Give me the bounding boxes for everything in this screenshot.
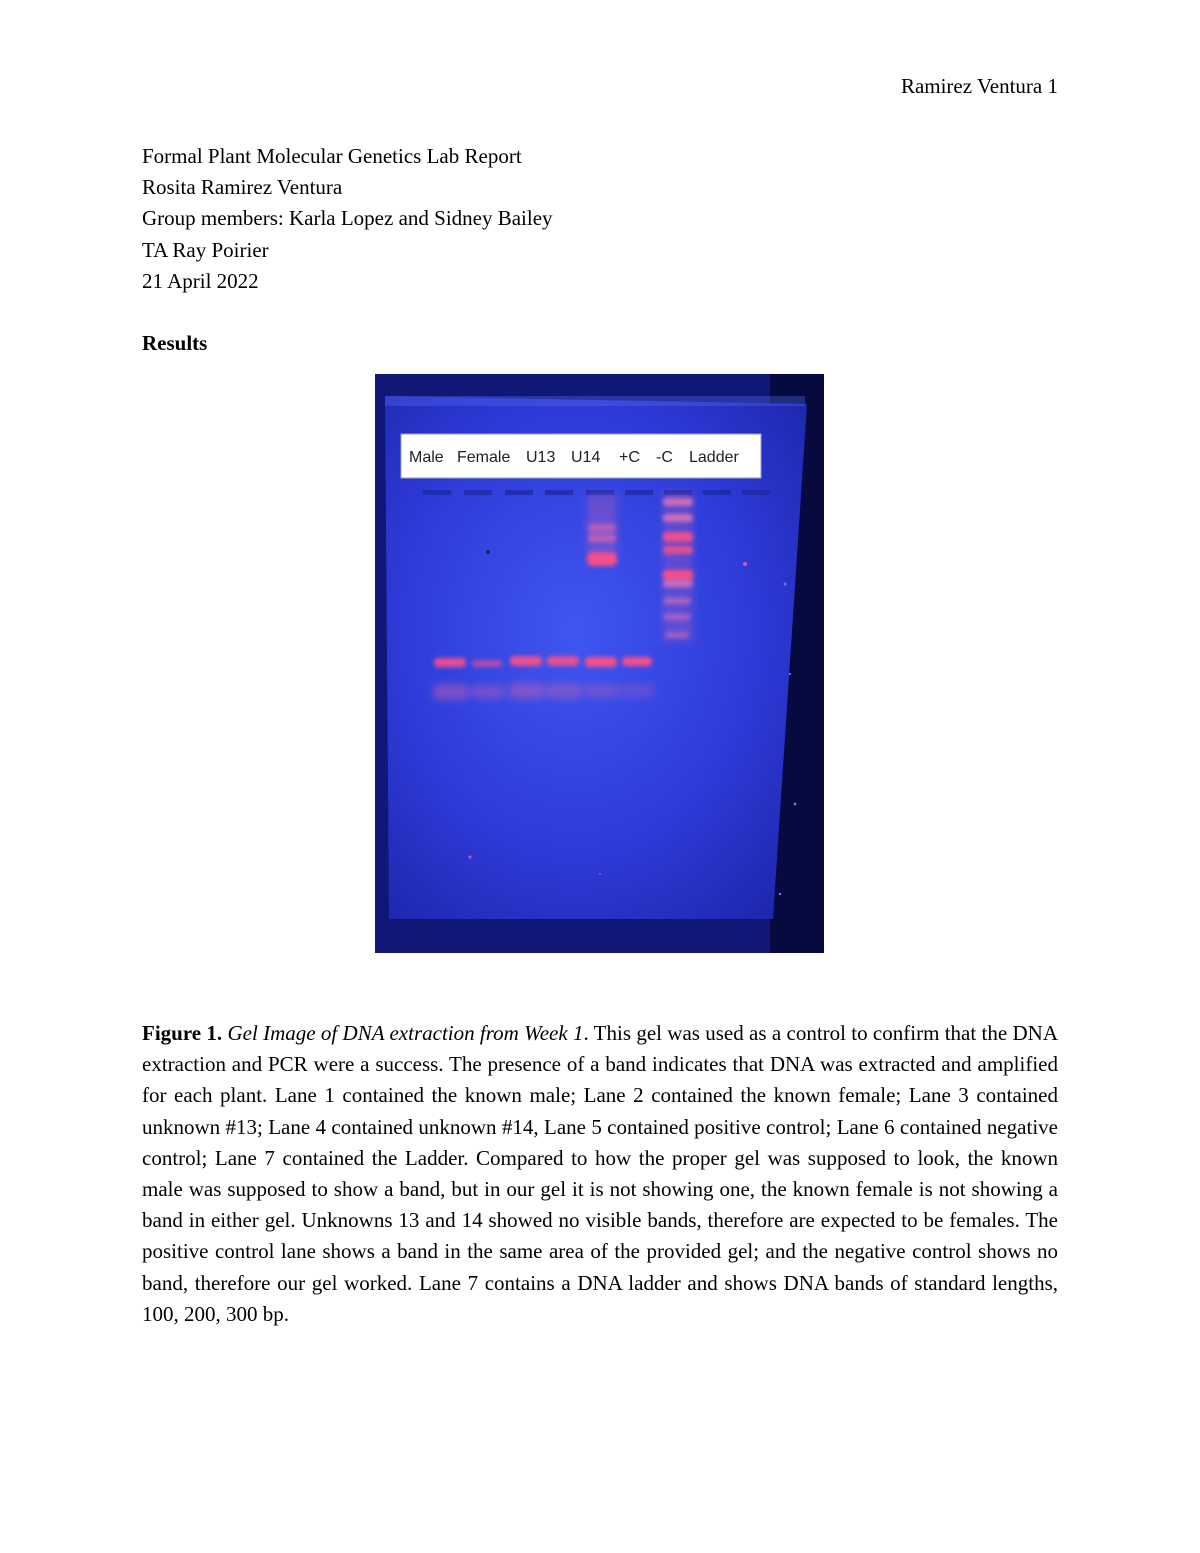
- report-date: 21 April 2022: [142, 268, 259, 293]
- running-head: Ramirez Ventura 1: [900, 74, 1058, 98]
- group-members: Group members: Karla Lopez and Sidney Bailey: [142, 206, 553, 231]
- author-name: Rosita Ramirez Ventura: [142, 175, 343, 200]
- figure-label: Figure 1.: [142, 1021, 223, 1045]
- results-heading: Results: [142, 331, 208, 355]
- figure-title: Gel Image of DNA extraction from Week 1: [227, 1021, 584, 1045]
- lane-label-ladder: Ladder: [689, 449, 739, 466]
- figure-caption-text: . This gel was used as a control to confirm that the DNA extraction and PCR were a success. The presence of a band indicates that DNA was extracted and amplified for each plant. Lane 1 contained the known male; Lane 2 contained the known female; Lane 3 contained unknown #13; Lane 4 contained unknown #14, Lane 5 contained positive control; Lane 6 contained negative control; Lane 7 contained the Ladder. Compared to how the proper gel was supposed to look, the known male was supposed to show a band, but in our gel it is not showing one, the known female is not showing a band in either gel. Unknowns 13 and 14 showed no visible bands, therefore are expected to be females. The positive control lane shows a band in the same area of the provided gel; and the negative control shows no band, therefore our gel worked. Lane 7 contains a DNA ladder and shows DNA bands of standard lengths, 100, 200, 300 bp.: [142, 1021, 1058, 1326]
- gel-image: [375, 374, 824, 953]
- report-title: Formal Plant Molecular Genetics Lab Report: [142, 144, 522, 168]
- figure-caption: [142, 1018, 1058, 1330]
- lane-label-negative-control: -C: [656, 449, 673, 466]
- ladder-bands: [663, 492, 693, 642]
- ta-name: TA Ray Poirier: [142, 237, 269, 262]
- lane-label-positive-control: +C: [619, 449, 640, 466]
- header-block: [142, 141, 1058, 297]
- band-u14-high: [587, 494, 617, 566]
- lane-label-u14: U14: [571, 449, 601, 466]
- gel-photo: [375, 374, 824, 953]
- lane-label-male: Male: [409, 449, 444, 466]
- lane-label-female: Female: [457, 449, 511, 466]
- lane-label-u13: U13: [526, 449, 556, 466]
